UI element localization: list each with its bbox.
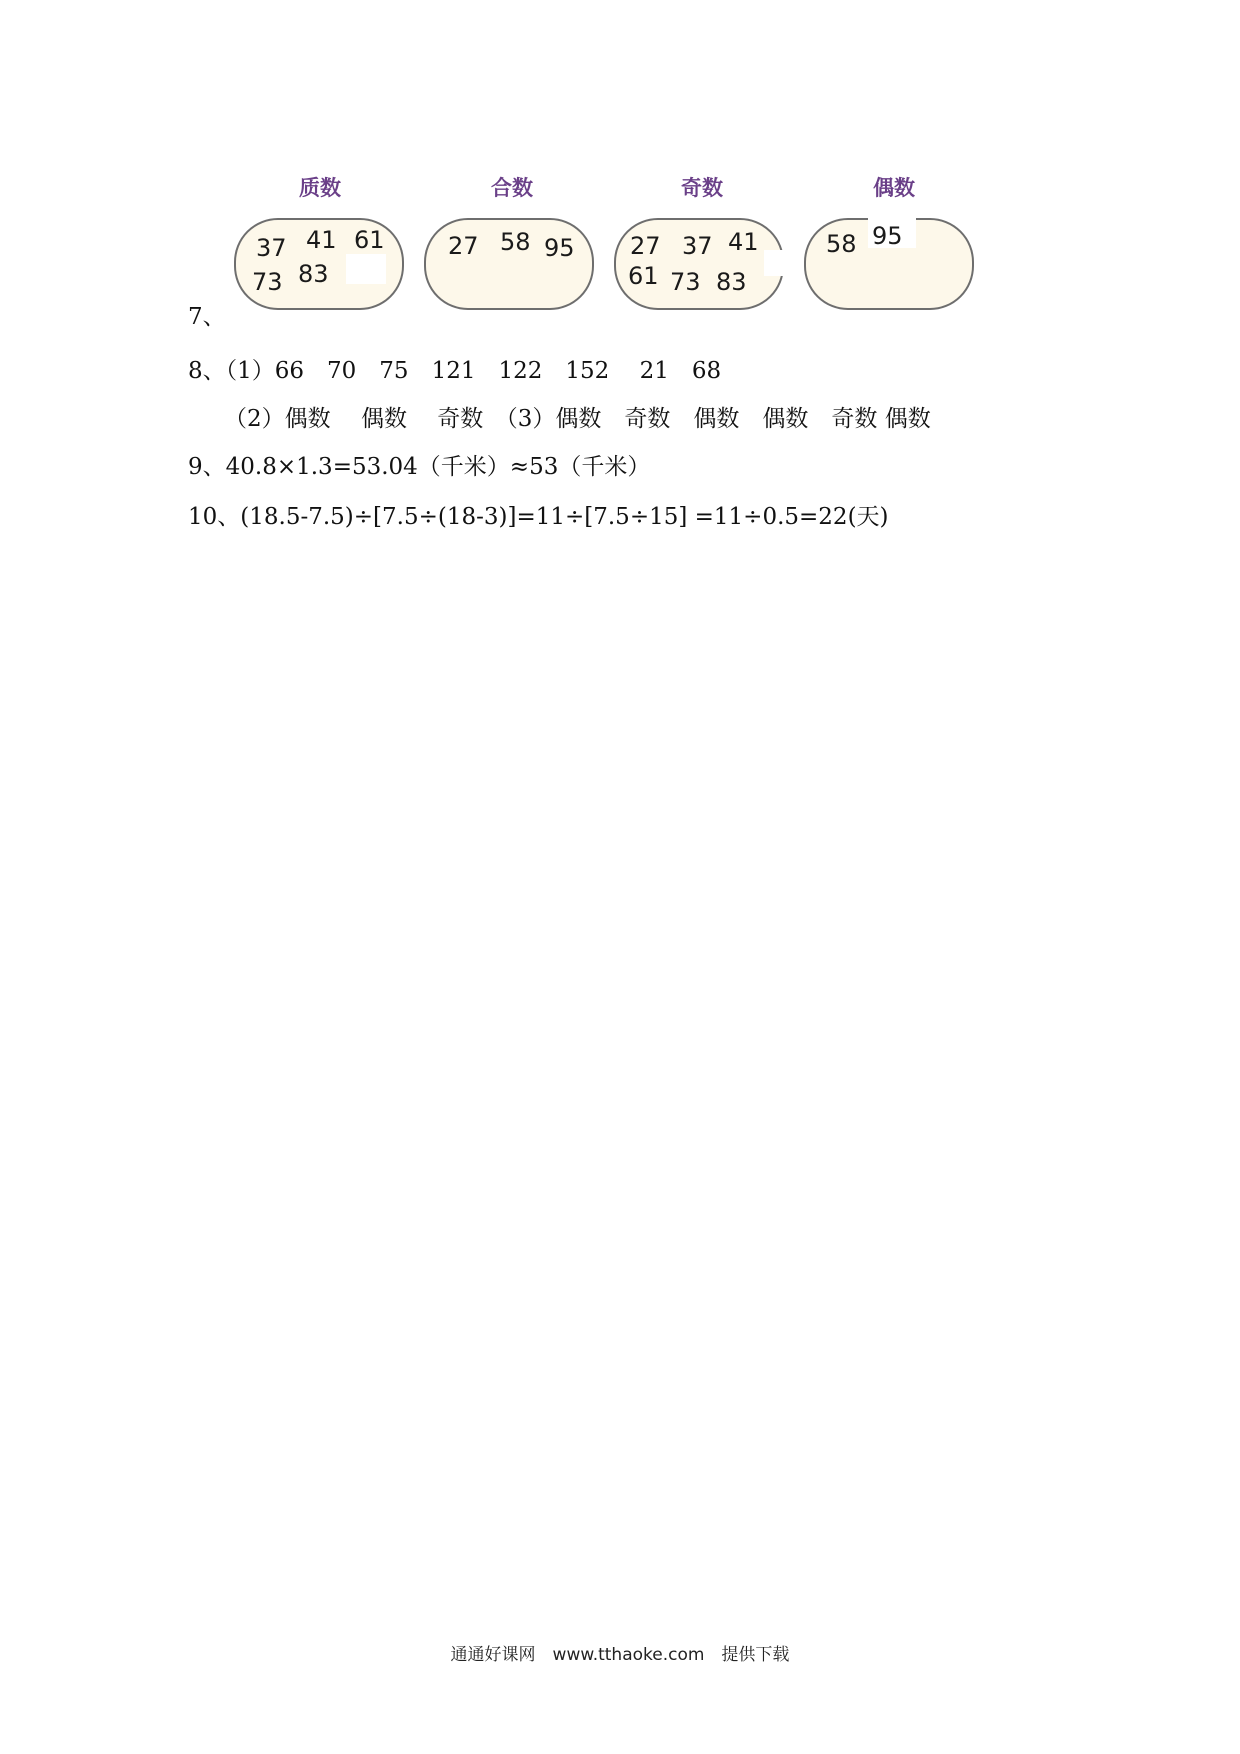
number: 58 bbox=[826, 230, 857, 258]
number: 41 bbox=[306, 226, 337, 254]
number: 61 bbox=[628, 262, 659, 290]
number: 37 bbox=[682, 232, 713, 260]
even-number-box bbox=[804, 218, 974, 310]
composite-number-box bbox=[424, 218, 594, 310]
number: 83 bbox=[298, 260, 329, 288]
whiteout-patch bbox=[346, 254, 386, 284]
footer-source-text: 通通好课网 www.tthaoke.com 提供下载 bbox=[450, 1645, 790, 1665]
number: 37 bbox=[256, 234, 287, 262]
number: 95 bbox=[872, 222, 903, 250]
question-8-line-1: 8、（1）66 70 75 121 122 152 21 68 bbox=[188, 358, 722, 384]
number: 83 bbox=[716, 268, 747, 296]
number: 41 bbox=[728, 228, 759, 256]
prime-number-box bbox=[234, 218, 404, 310]
number: 95 bbox=[544, 234, 575, 262]
whiteout-patch bbox=[764, 250, 784, 276]
number: 58 bbox=[500, 228, 531, 256]
number: 73 bbox=[252, 268, 283, 296]
question-7-label: 7、 bbox=[188, 304, 226, 330]
number: 73 bbox=[670, 268, 701, 296]
number: 61 bbox=[354, 226, 385, 254]
odd-number-box bbox=[614, 218, 784, 310]
category-title-odd: 奇数 bbox=[681, 176, 723, 200]
question-8-line-2: （2）偶数 偶数 奇数 （3）偶数 奇数 偶数 偶数 奇数 偶数 bbox=[224, 406, 931, 432]
category-title-composite: 合数 bbox=[491, 176, 533, 200]
category-title-prime: 质数 bbox=[299, 176, 341, 200]
number: 27 bbox=[448, 232, 479, 260]
question-10-line: 10、(18.5-7.5)÷[7.5÷(18-3)]=11÷[7.5÷15] =11÷0.5=22(天) bbox=[188, 504, 889, 530]
category-title-even: 偶数 bbox=[873, 176, 915, 200]
number: 27 bbox=[630, 232, 661, 260]
question-9-line: 9、40.8×1.3=53.04（千米）≈53（千米） bbox=[188, 454, 651, 480]
